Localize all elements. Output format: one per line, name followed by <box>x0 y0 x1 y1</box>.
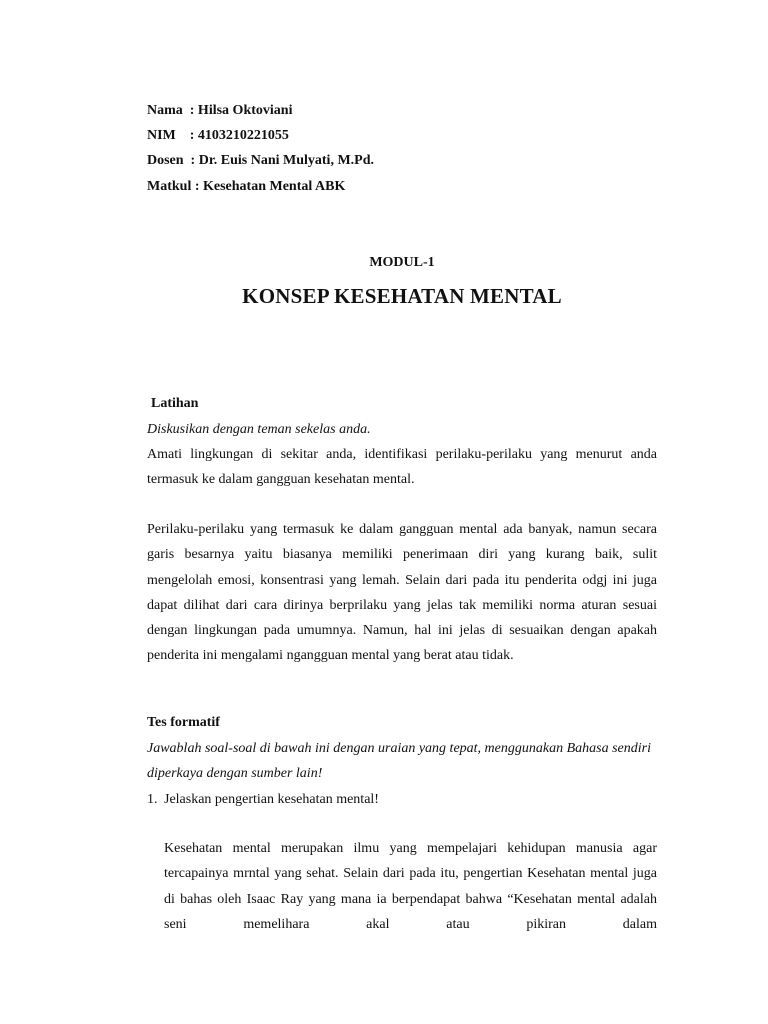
question-answer: Kesehatan mental merupakan ilmu yang mempelajari kehidupan manusia agar tercapainya mrntal yang sehat. Selain dari pada itu, pengertian Kesehatan mental juga di bahas oleh Isaac Ray yang mana ia berpendapat bahwa “Kesehatan mental adalah seni memelihara akal atau pikiran dalam <box>164 841 657 932</box>
question-text: Jelaskan pengertian kesehatan mental! <box>164 792 379 807</box>
latihan-heading: Latihan <box>151 396 199 411</box>
tes-formatif-heading: Tes formatif <box>147 715 220 730</box>
identity-nim: NIM : 4103210221055 <box>147 128 289 143</box>
question-number: 1. <box>147 792 158 807</box>
latihan-answer: Perilaku-perilaku yang termasuk ke dalam gangguan mental ada banyak, namun secara garis besarnya yaitu biasanya memiliki penerimaan diri yang kurang baik, sulit mengelolah emosi, konsentrasi yang lemah. Selain dari pada itu penderita odgj ini juga dapat dilihat dari cara dirinya berprilaku yang jelas tak memiliki norma aturan sesuai dengan lingkungan pada umumnya. Namun, hal ini jelas di sesuaikan dengan apakah penderita ini mengalami ngangguan mental yang berat atau tidak. <box>147 522 657 664</box>
identity-matkul: Matkul : Kesehatan Mental ABK <box>147 179 346 194</box>
modul-label: MODUL-1 <box>369 255 435 270</box>
tes-formatif-instruction: Jawablah soal-soal di bawah ini dengan uraian yang tepat, menggunakan Bahasa sendiri diperkaya dengan sumber lain! <box>147 741 651 782</box>
document-title: KONSEP KESEHATAN MENTAL <box>242 284 562 308</box>
latihan-instruction: Diskusikan dengan teman sekelas anda. <box>147 422 371 437</box>
latihan-task: Amati lingkungan di sekitar anda, identifikasi perilaku-perilaku yang menurut anda termasuk ke dalam gangguan kesehatan mental. <box>147 447 657 488</box>
question-item <box>147 791 657 809</box>
identity-nama: Nama : Hilsa Oktoviani <box>147 103 293 118</box>
identity-dosen: Dosen : Dr. Euis Nani Mulyati, M.Pd. <box>147 153 375 168</box>
